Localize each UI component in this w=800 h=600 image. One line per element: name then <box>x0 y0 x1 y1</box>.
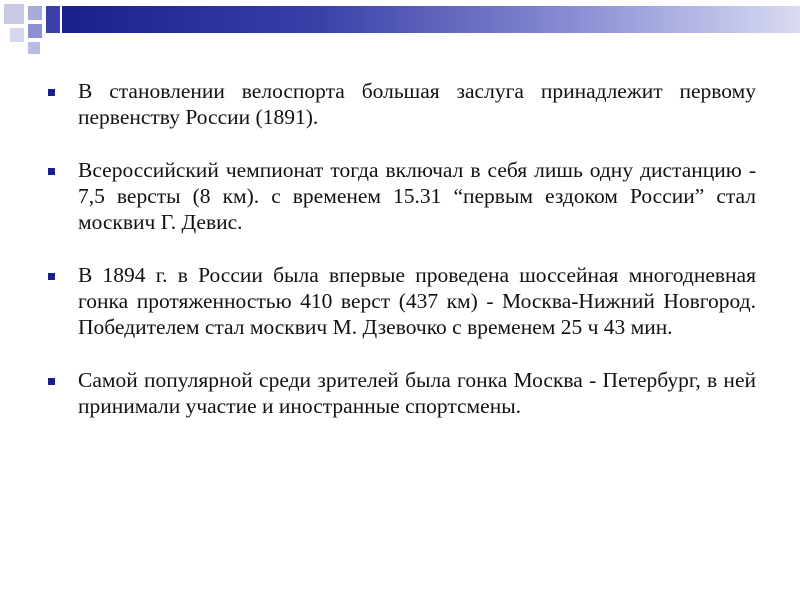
slide-header-decoration <box>0 0 800 60</box>
list-item <box>44 157 756 235</box>
decor-square-3 <box>46 6 60 33</box>
bullet-text: В становлении велоспорта большая заслуга принадлежит первому первенству России (1891). <box>78 79 756 129</box>
square-bullet-icon <box>48 273 55 280</box>
square-bullet-icon <box>48 168 55 175</box>
square-bullet-icon <box>48 378 55 385</box>
decor-square-5 <box>28 24 42 38</box>
bullet-text: Самой популярной среди зрителей была гонка Москва - Петербург, в ней принимали участие и иностранные спортсмены. <box>78 368 756 418</box>
header-gradient-bar <box>62 6 800 33</box>
decor-square-4 <box>10 28 24 42</box>
bullet-list <box>44 78 756 446</box>
list-item <box>44 367 756 419</box>
list-item <box>44 78 756 130</box>
decor-square-6 <box>28 42 40 54</box>
bullet-text: В 1894 г. в России была впервые проведена шоссейная многодневная гонка протяженностью 410 верст (437 км) - Москва-Нижний Новгород. Победителем стал москвич М. Дзевочко с временем 25 ч 43 мин. <box>78 263 756 339</box>
decor-square-1 <box>4 4 24 24</box>
bullet-text: Всероссийский чемпионат тогда включал в себя лишь одну дистанцию - 7,5 версты (8 км). с временем 15.31 “первым ездоком России” стал москвич Г. Девис. <box>78 158 756 234</box>
decor-square-2 <box>28 6 42 20</box>
list-item <box>44 262 756 340</box>
square-bullet-icon <box>48 89 55 96</box>
